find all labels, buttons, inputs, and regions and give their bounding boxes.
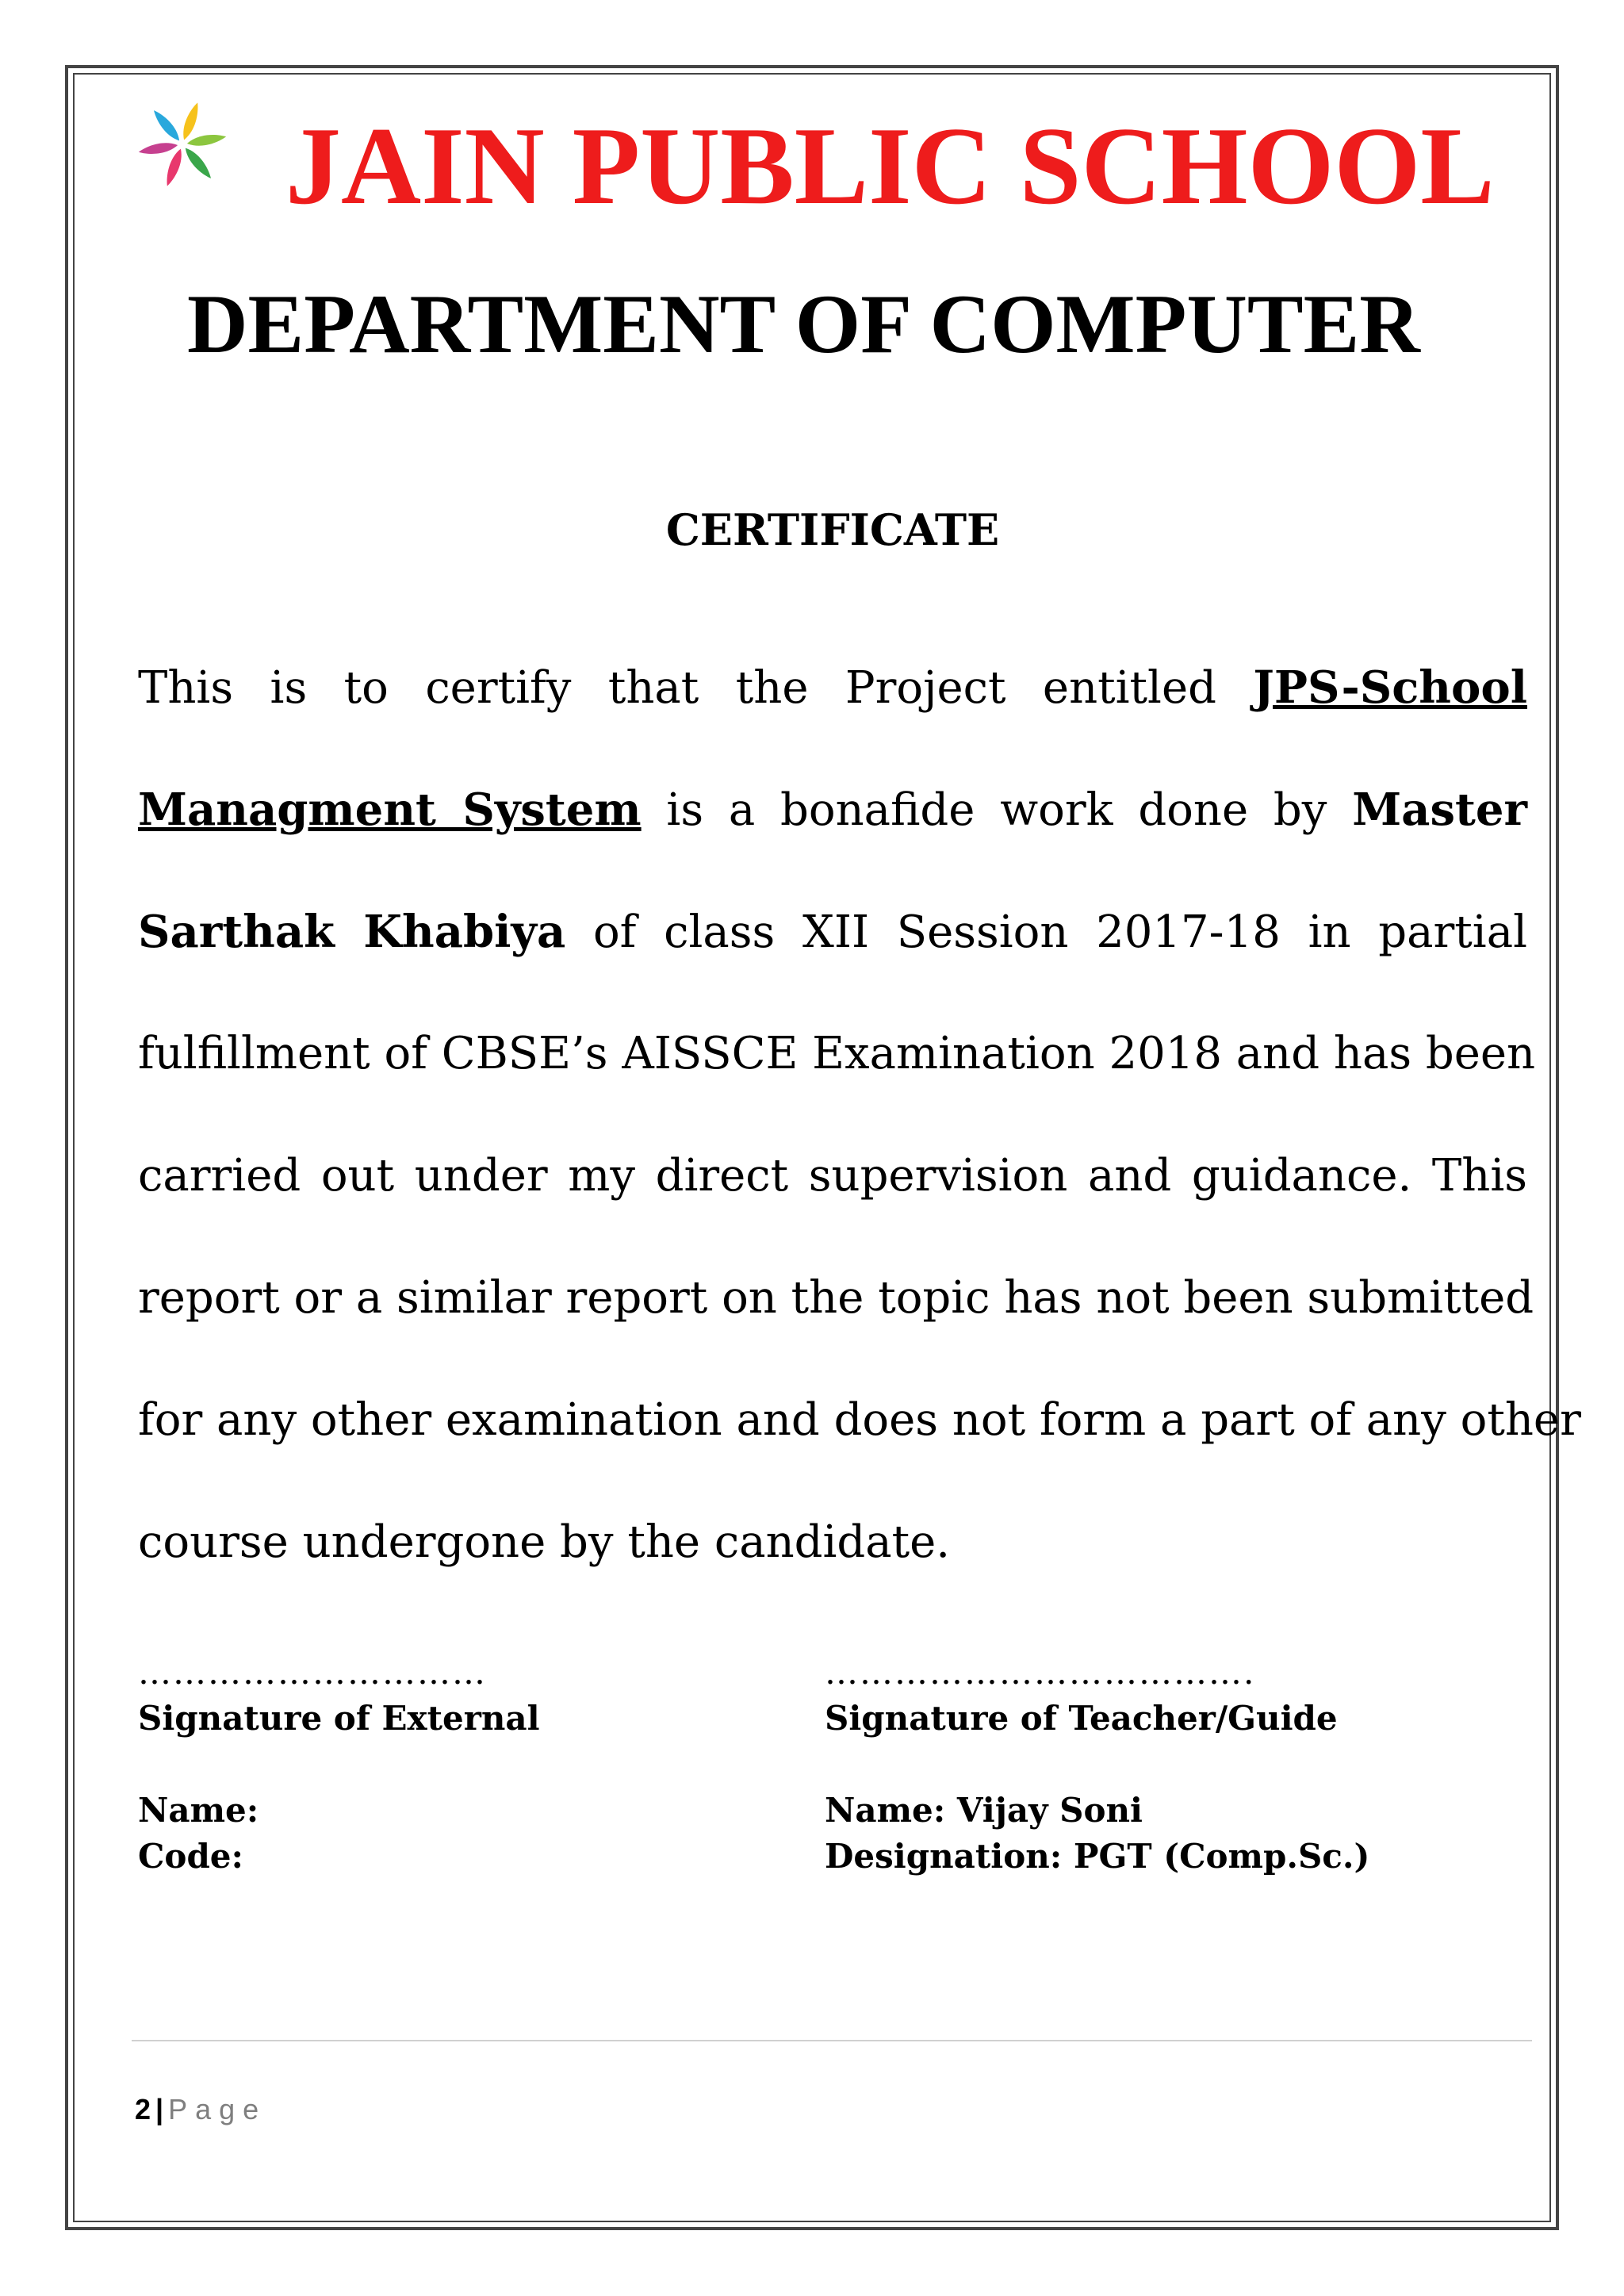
signature-line: ………………………… (138, 1653, 487, 1692)
page-footer (135, 2094, 266, 2125)
external-signature-block (138, 1650, 772, 1880)
certificate-line-2 (138, 749, 1527, 871)
project-title-part-2: Managment System (138, 784, 642, 836)
line-text: of class XII Session 2017-18 in partial (565, 907, 1527, 958)
department-title: DEPARTMENT OF COMPUTER (187, 278, 1420, 370)
signature-line: ………………………………. (825, 1653, 1256, 1692)
line-text: This is to certify that the Project entitled (138, 662, 1254, 714)
certificate-line-7: for any other examination and does not form a part of any other (138, 1394, 1581, 1446)
external-signature-label: Signature of External (138, 1699, 540, 1738)
teacher-designation: Designation: PGT (Comp.Sc.) (825, 1837, 1370, 1876)
external-name: Name: (138, 1791, 259, 1830)
school-logo-icon (135, 97, 230, 192)
certificate-line-3 (138, 871, 1527, 993)
certificate-line-5: carried out under my direct supervision and guidance. This (138, 1150, 1527, 1202)
footer-divider (132, 2040, 1532, 2041)
certificate-line-4: fulfillment of CBSE’s AISSCE Examination 2018 and has been (138, 1028, 1536, 1079)
teacher-name: Name: Vijay Soni (825, 1791, 1143, 1830)
page-number: 2 (135, 2093, 151, 2125)
school-name: JAIN PUBLIC SCHOOL (285, 105, 1495, 228)
certificate-line-8: course undergone by the candidate. (138, 1516, 951, 1568)
student-name: Sarthak Khabiya (138, 906, 566, 958)
student-honorific: Master (1352, 784, 1527, 836)
certificate-line-6: report or a similar report on the topic has not been submitted (138, 1272, 1534, 1324)
footer-separator: | (155, 2093, 164, 2125)
certificate-line-1 (138, 627, 1527, 749)
line-text: is a bonafide work done by (641, 784, 1353, 836)
project-title-part-1: JPS-School (1253, 661, 1527, 714)
external-code: Code: (138, 1837, 244, 1876)
page-label: Page (168, 2093, 267, 2125)
certificate-body (138, 627, 1581, 1604)
certificate-title: CERTIFICATE (665, 504, 1000, 555)
teacher-signature-label: Signature of Teacher/Guide (825, 1699, 1338, 1738)
teacher-signature-block (825, 1650, 1538, 1880)
